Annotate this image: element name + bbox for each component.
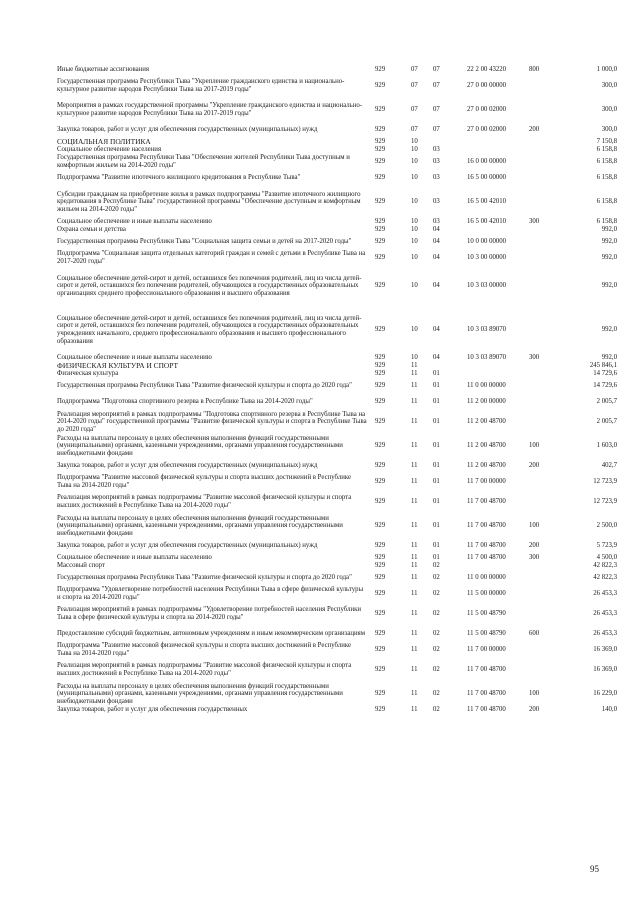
row-section-code: 11 <box>411 562 418 570</box>
row-expense-type: 600 <box>529 630 540 638</box>
row-name: Государственная программа Республики Тыва "Обеспечение жителей Республики Тыва доступным и комфортным жильем на 2014-2020 годы" <box>57 154 350 169</box>
row-ministry-code: 929 <box>375 630 386 638</box>
row-expense-type <box>529 362 559 370</box>
row-ministry-code: 929 <box>375 574 386 582</box>
row-subsection-code: 01 <box>433 462 440 470</box>
row-subsection-code: 03 <box>433 198 440 206</box>
row-name: Государственная программа Республики Тыва "Укрепление гражданского единства и национально-культурное развитие народов Республики Тыва на 2017-2019 годы" <box>57 78 345 93</box>
row-target-article: 11 7 00 48700 <box>467 706 506 714</box>
row-ministry-code: 929 <box>375 198 386 206</box>
row-expense-type: 200 <box>529 462 540 470</box>
row-expense-type <box>529 570 559 586</box>
row-expense-type <box>529 410 559 434</box>
row-amount: 26 453,3 <box>593 610 617 618</box>
row-ministry-code: 929 <box>375 174 386 182</box>
row-name: Государственная программа Республики Тыва "Социальная защита семьи и детей на 2017-2020 годы" <box>57 238 352 246</box>
row-amount: 16 369,0 <box>593 646 617 654</box>
row-name: Социальное обеспечение населения <box>57 146 162 154</box>
row-expense-type: 200 <box>529 706 540 714</box>
row-amount: 12 723,9 <box>593 498 617 506</box>
row-ministry-code: 929 <box>375 146 386 154</box>
row-subsection-code: 01 <box>433 442 440 450</box>
budget-table-body <box>57 66 617 714</box>
row-ministry-code: 929 <box>375 498 386 506</box>
row-amount: 1 000,0 <box>596 66 617 74</box>
row-amount: 12 723,9 <box>593 478 617 486</box>
row-subsection-code: 04 <box>433 254 440 262</box>
table-row <box>57 642 617 658</box>
row-amount: 140,0 <box>601 706 617 714</box>
table-row <box>57 66 617 74</box>
row-name: Подпрограмма "Подготовка спортивного резерва в Республике Тыва на 2014-2020 годы" <box>57 398 313 406</box>
row-expense-type: 200 <box>529 126 540 134</box>
row-subsection-code: 01 <box>433 542 440 550</box>
row-ministry-code: 929 <box>375 362 386 370</box>
table-row <box>57 458 617 474</box>
row-amount: 300,0 <box>601 106 617 114</box>
row-name: Подпрограмма "Социальная защита отдельных категорий граждан и семей с детьми в Республике Тыва на 2017-2020 годы" <box>57 250 366 265</box>
row-expense-type: 100 <box>529 522 540 530</box>
row-ministry-code: 929 <box>375 370 386 378</box>
row-name: Реализация мероприятий в рамках подпрограммы "Удовлетворение потребностей населения Республики Тыва в сфере физической культуры и спорта на 2014-2020 годы" <box>57 606 362 621</box>
table-row <box>57 186 617 218</box>
row-target-article <box>467 370 529 378</box>
row-ministry-code: 929 <box>375 66 386 74</box>
row-name: Закупка товаров, работ и услуг для обеспечения государственных (муниципальных) нужд <box>57 542 318 550</box>
row-ministry-code: 929 <box>375 238 386 246</box>
row-ministry-code: 929 <box>375 82 386 90</box>
row-ministry-code: 929 <box>375 462 386 470</box>
row-amount: 16 369,0 <box>593 666 617 674</box>
row-ministry-code: 929 <box>375 398 386 406</box>
row-name: Реализация мероприятий в рамках подпрограммы "Развитие массовой физической культуры и спорта высших достижений в Республике Тыва на 2014-2020 годы" <box>57 662 352 677</box>
table-row <box>57 266 617 306</box>
row-expense-type <box>529 490 559 514</box>
row-name: Иные бюджетные ассигнования <box>57 66 150 74</box>
row-expense-type: 200 <box>529 542 540 550</box>
row-section-code: 10 <box>411 282 418 290</box>
row-amount: 6 158,8 <box>596 198 617 206</box>
row-target-article: 27 0 00 02000 <box>467 126 507 134</box>
row-name: Реализация мероприятий в рамках подпрограммы "Подготовка спортивного резерва в Республике Тыва на 2014-2020 годы" государственной программы "Развитие физической культуры и спорта в Республике Тыва до 2020 года" <box>57 410 367 433</box>
table-row <box>57 706 617 714</box>
row-expense-type: 800 <box>529 66 540 74</box>
row-name: Социальное обеспечение детей-сирот и детей, оставшихся без попечения родителей, лиц из числа детей-сирот и детей, оставшихся без попечения родителей, обучающихся в государственных образовательных организациях среднего профессионального образования и высшего образования <box>57 274 362 297</box>
row-subsection-code: 07 <box>433 66 440 74</box>
row-subsection-code <box>433 138 467 146</box>
row-ministry-code: 929 <box>375 382 386 390</box>
row-ministry-code: 929 <box>375 418 386 426</box>
row-expense-type <box>529 306 559 354</box>
budget-table <box>57 66 617 714</box>
row-subsection-code <box>433 362 467 370</box>
row-name: Закупка товаров, работ и услуг для обеспечения государственных (муниципальных) нужд <box>57 462 318 470</box>
row-amount: 2 005,7 <box>596 418 617 426</box>
row-amount: 7 150,8 <box>596 138 617 146</box>
row-target-article: 10 0 00 00000 <box>467 238 507 246</box>
row-name: Подпрограмма "Развитие массовой физической культуры и спорта высших достижений в Республике Тыва на 2014-2020 годы" <box>57 642 351 657</box>
row-amount: 42 822,3 <box>593 562 617 570</box>
row-target-article: 16 0 00 00000 <box>467 158 507 166</box>
table-row <box>57 250 617 266</box>
row-section-code: 10 <box>411 254 418 262</box>
row-target-article <box>467 362 529 370</box>
row-section-code: 07 <box>411 126 418 134</box>
row-amount: 245 846,1 <box>589 362 617 370</box>
row-subsection-code: 02 <box>433 610 440 618</box>
row-ministry-code: 929 <box>375 690 386 698</box>
row-expense-type <box>529 586 559 602</box>
row-expense-type <box>529 250 559 266</box>
row-subsection-code: 01 <box>433 554 440 562</box>
row-expense-type <box>529 186 559 218</box>
row-target-article: 11 7 00 00000 <box>467 646 506 654</box>
row-name: Охрана семьи и детства <box>57 226 126 234</box>
row-subsection-code: 07 <box>433 82 440 90</box>
table-row <box>57 626 617 642</box>
row-name: Социальное обеспечение и иные выплаты населению <box>57 354 212 362</box>
row-expense-type <box>529 234 559 250</box>
row-section-code: 10 <box>411 326 418 334</box>
row-expense-type <box>529 474 559 490</box>
row-subsection-code: 01 <box>433 418 440 426</box>
row-target-article: 27 0 00 02000 <box>467 106 507 114</box>
table-row <box>57 306 617 354</box>
row-ministry-code: 929 <box>375 254 386 262</box>
row-section-code: 10 <box>411 238 418 246</box>
row-target-article: 11 2 00 48700 <box>467 418 506 426</box>
row-subsection-code: 07 <box>433 126 440 134</box>
row-expense-type <box>529 154 559 170</box>
row-name: СОЦИАЛЬНАЯ ПОЛИТИКА <box>57 137 151 147</box>
row-section-code: 11 <box>411 706 418 714</box>
table-section-row <box>57 362 617 370</box>
row-section-code: 11 <box>411 554 418 562</box>
table-row <box>57 370 617 378</box>
row-expense-type: 300 <box>529 554 540 562</box>
row-target-article: 11 7 00 48700 <box>467 498 506 506</box>
row-target-article: 10 3 03 00000 <box>467 282 507 290</box>
row-subsection-code: 02 <box>433 590 440 598</box>
table-row <box>57 538 617 554</box>
row-ministry-code: 929 <box>375 522 386 530</box>
row-section-code: 10 <box>411 226 418 234</box>
row-subsection-code: 04 <box>433 282 440 290</box>
row-subsection-code: 04 <box>433 354 440 362</box>
row-name: ФИЗИЧЕСКАЯ КУЛЬТУРА И СПОРТ <box>57 361 178 371</box>
row-amount: 992,0 <box>601 226 617 234</box>
row-name: Реализация мероприятий в рамках подпрограммы "Развитие массовой физической культуры и спорта высших достижений в Республике Тыва на 2014-2020 годы" <box>57 494 352 509</box>
row-section-code: 07 <box>411 66 418 74</box>
row-section-code: 10 <box>411 146 418 154</box>
row-amount: 42 822,3 <box>593 574 617 582</box>
row-subsection-code: 02 <box>433 630 440 638</box>
row-target-article: 10 3 03 89070 <box>467 354 507 362</box>
table-row <box>57 234 617 250</box>
table-row <box>57 226 617 234</box>
row-amount: 6 158,8 <box>596 146 617 154</box>
row-expense-type <box>529 170 559 186</box>
row-target-article: 16 5 00 42010 <box>467 218 507 226</box>
row-ministry-code: 929 <box>375 610 386 618</box>
row-ministry-code: 929 <box>375 646 386 654</box>
row-target-article: 11 7 00 00000 <box>467 478 506 486</box>
row-name: Государственная программа Республики Тыва "Развитие физической культуры и спорта до 2020 года" <box>57 382 352 390</box>
row-expense-type <box>529 266 559 306</box>
row-subsection-code: 01 <box>433 382 440 390</box>
row-section-code: 11 <box>411 522 418 530</box>
row-subsection-code: 03 <box>433 174 440 182</box>
row-expense-type <box>529 394 559 410</box>
row-ministry-code: 929 <box>375 542 386 550</box>
row-section-code: 11 <box>411 398 418 406</box>
row-section-code: 11 <box>411 362 418 370</box>
row-target-article: 10 3 03 89070 <box>467 326 507 334</box>
row-amount: 6 158,8 <box>596 218 617 226</box>
table-row <box>57 434 617 458</box>
row-name: Подпрограмма "Развитие массовой физической культуры и спорта высших достижений в Республике Тыва на 2014-2020 годы" <box>57 474 351 489</box>
table-row <box>57 154 617 170</box>
row-name: Закупка товаров, работ и услуг для обеспечения государственных (муниципальных) нужд <box>57 126 318 134</box>
row-subsection-code: 02 <box>433 646 440 654</box>
row-subsection-code: 04 <box>433 226 440 234</box>
table-row <box>57 394 617 410</box>
row-ministry-code: 929 <box>375 282 386 290</box>
row-target-article: 11 2 00 48700 <box>467 442 506 450</box>
row-target-article: 11 7 00 48700 <box>467 666 506 674</box>
row-expense-type <box>529 98 559 122</box>
table-row <box>57 218 617 226</box>
row-name: Мероприятия в рамках государственной программы "Укрепление гражданского единства и национально-культурное развитие народов Республики Тыва на 2017-2019 годы" <box>57 102 363 117</box>
row-section-code: 10 <box>411 158 418 166</box>
row-subsection-code: 02 <box>433 690 440 698</box>
page-number: 95 <box>590 864 599 874</box>
row-name: Физическая культура <box>57 370 119 378</box>
row-name: Массовый спорт <box>57 562 105 570</box>
row-expense-type <box>529 370 559 378</box>
row-expense-type <box>529 658 559 682</box>
row-name: Подпрограмма "Удовлетворение потребностей населения Республики Тыва в сфере физической культуры и спорта на 2014-2020 годы" <box>57 586 364 601</box>
row-section-code: 10 <box>411 354 418 362</box>
row-target-article <box>467 138 529 146</box>
row-expense-type <box>529 378 559 394</box>
row-amount: 6 158,8 <box>596 158 617 166</box>
row-expense-type <box>529 602 559 626</box>
row-target-article: 10 3 00 00000 <box>467 254 507 262</box>
row-expense-type: 100 <box>529 690 540 698</box>
row-expense-type <box>529 562 559 570</box>
row-target-article: 22 2 00 43220 <box>467 66 507 74</box>
row-ministry-code: 929 <box>375 226 386 234</box>
row-section-code: 11 <box>411 442 418 450</box>
row-section-code: 11 <box>411 462 418 470</box>
row-section-code: 11 <box>411 382 418 390</box>
row-section-code: 11 <box>411 590 418 598</box>
row-ministry-code: 929 <box>375 158 386 166</box>
row-name: Социальное обеспечение детей-сирот и детей, оставшихся без попечения родителей, лиц из числа детей-сирот и детей, оставшихся без попечения родителей, обучающихся в государственных образовательных учреждениях начального, среднего профессионального образования и высшего профессионального образования <box>57 314 362 345</box>
row-amount: 26 453,3 <box>593 590 617 598</box>
row-section-code: 11 <box>411 574 418 582</box>
row-target-article: 16 5 00 00000 <box>467 174 507 182</box>
row-section-code: 10 <box>411 198 418 206</box>
row-amount: 402,7 <box>601 462 617 470</box>
row-section-code: 11 <box>411 690 418 698</box>
row-target-article: 11 5 00 48790 <box>467 610 506 618</box>
table-row <box>57 554 617 562</box>
row-amount: 992,0 <box>601 238 617 246</box>
row-amount: 4 500,0 <box>596 554 617 562</box>
table-row <box>57 682 617 706</box>
row-name: Подпрограмма "Развитие ипотечного жилищного кредитования в Республике Тыва" <box>57 174 301 182</box>
row-target-article: 11 7 00 48700 <box>467 690 506 698</box>
row-section-code: 11 <box>411 498 418 506</box>
row-subsection-code: 01 <box>433 370 440 378</box>
row-ministry-code: 929 <box>375 138 386 146</box>
row-amount: 300,0 <box>601 82 617 90</box>
row-expense-type <box>529 146 559 154</box>
row-subsection-code: 02 <box>433 666 440 674</box>
row-section-code: 10 <box>411 218 418 226</box>
row-ministry-code: 929 <box>375 666 386 674</box>
row-section-code: 10 <box>411 174 418 182</box>
table-row <box>57 602 617 626</box>
row-amount: 2 005,7 <box>596 398 617 406</box>
row-target-article: 16 5 00 42010 <box>467 198 507 206</box>
table-section-row <box>57 138 617 146</box>
row-expense-type <box>529 642 559 658</box>
table-row <box>57 410 617 434</box>
row-name: Расходы на выплаты персоналу в целях обеспечения выполнения функций государственными (муниципальными) органами, казенными учреждениями, органами управления государственными внебюджетными фондами <box>57 514 343 537</box>
row-target-article: 11 7 00 48700 <box>467 522 506 530</box>
row-expense-type: 300 <box>529 218 540 226</box>
row-name: Закупка товаров, работ и услуг для обеспечения государственных <box>57 706 248 714</box>
row-amount: 2 500,0 <box>596 522 617 530</box>
row-subsection-code: 01 <box>433 478 440 486</box>
table-row <box>57 658 617 682</box>
row-subsection-code: 01 <box>433 498 440 506</box>
row-target-article: 11 0 00 00000 <box>467 382 506 390</box>
row-section-code: 11 <box>411 630 418 638</box>
table-row <box>57 170 617 186</box>
row-section-code: 11 <box>411 666 418 674</box>
table-row <box>57 474 617 490</box>
row-ministry-code: 929 <box>375 706 386 714</box>
row-amount: 992,0 <box>601 326 617 334</box>
table-row <box>57 514 617 538</box>
row-section-code: 11 <box>411 478 418 486</box>
row-target-article: 11 2 00 48700 <box>467 462 506 470</box>
row-subsection-code: 02 <box>433 574 440 582</box>
row-amount: 14 729,6 <box>593 382 617 390</box>
row-amount: 992,0 <box>601 254 617 262</box>
row-amount: 1 603,0 <box>596 442 617 450</box>
row-name: Государственная программа Республики Тыва "Развитие физической культуры и спорта до 2020 года" <box>57 574 352 582</box>
row-target-article <box>467 226 529 234</box>
row-amount: 14 729,6 <box>593 370 617 378</box>
row-name: Расходы на выплаты персоналу в целях обеспечения выполнения функций государственными (муниципальными) органами, казенными учреждениями, органами управления государственными внебюджетными фондами <box>57 434 343 457</box>
row-amount: 992,0 <box>601 282 617 290</box>
table-row <box>57 74 617 98</box>
row-expense-type: 100 <box>529 442 540 450</box>
row-ministry-code: 929 <box>375 590 386 598</box>
row-subsection-code: 04 <box>433 326 440 334</box>
row-ministry-code: 929 <box>375 126 386 134</box>
row-subsection-code: 01 <box>433 398 440 406</box>
row-target-article: 11 7 00 48700 <box>467 554 506 562</box>
row-subsection-code: 04 <box>433 238 440 246</box>
row-subsection-code: 02 <box>433 562 440 570</box>
table-row <box>57 570 617 586</box>
row-section-code: 11 <box>411 646 418 654</box>
row-name: Социальное обеспечение и иные выплаты населению <box>57 554 212 562</box>
row-target-article: 11 5 00 00000 <box>467 590 506 598</box>
row-target-article: 11 5 00 48790 <box>467 630 506 638</box>
row-target-article: 11 2 00 00000 <box>467 398 506 406</box>
row-ministry-code: 929 <box>375 218 386 226</box>
row-section-code: 11 <box>411 542 418 550</box>
row-expense-type: 300 <box>529 354 540 362</box>
row-name: Расходы на выплаты персоналу в целях обеспечения выполнения функций государственными (муниципальными) органами, казенными учреждениями, органами управления государственными внебюджетными фондами <box>57 682 343 705</box>
row-ministry-code: 929 <box>375 106 386 114</box>
row-name: Предоставление субсидий бюджетным, автономным учреждениям и иным некоммерческим организациям <box>57 630 366 638</box>
table-row <box>57 378 617 394</box>
row-target-article: 11 0 00 00000 <box>467 574 506 582</box>
row-ministry-code: 929 <box>375 354 386 362</box>
row-expense-type <box>529 74 559 98</box>
row-subsection-code: 03 <box>433 218 440 226</box>
row-amount: 16 229,0 <box>593 690 617 698</box>
table-row <box>57 490 617 514</box>
table-row <box>57 98 617 122</box>
row-section-code: 11 <box>411 610 418 618</box>
table-row <box>57 122 617 138</box>
row-subsection-code: 07 <box>433 106 440 114</box>
row-subsection-code: 03 <box>433 146 440 154</box>
row-section-code: 10 <box>411 138 418 146</box>
row-target-article: 27 0 00 00000 <box>467 82 507 90</box>
table-row <box>57 586 617 602</box>
row-ministry-code: 929 <box>375 326 386 334</box>
row-subsection-code: 03 <box>433 158 440 166</box>
row-amount: 992,0 <box>601 354 617 362</box>
row-subsection-code: 02 <box>433 706 440 714</box>
row-section-code: 11 <box>411 370 418 378</box>
row-ministry-code: 929 <box>375 562 386 570</box>
row-section-code: 07 <box>411 106 418 114</box>
row-subsection-code: 01 <box>433 522 440 530</box>
row-section-code: 11 <box>411 418 418 426</box>
row-ministry-code: 929 <box>375 554 386 562</box>
row-amount: 26 453,3 <box>593 630 617 638</box>
row-target-article <box>467 146 529 154</box>
row-name: Субсидии гражданам на приобретение жилья в рамках подпрограммы "Развитие ипотечного жилищного кредитования в Республике Тыва" государственной программы "Обеспечение доступным и комфортным жильем на 2014-2020 годы" <box>57 190 361 213</box>
row-target-article: 11 7 00 48700 <box>467 542 506 550</box>
row-amount: 300,0 <box>601 126 617 134</box>
row-expense-type <box>529 226 559 234</box>
row-name: Социальное обеспечение и иные выплаты населению <box>57 218 212 226</box>
row-ministry-code: 929 <box>375 442 386 450</box>
table-row <box>57 562 617 570</box>
row-expense-type <box>529 138 559 146</box>
row-amount: 6 158,8 <box>596 174 617 182</box>
row-target-article <box>467 562 529 570</box>
row-section-code: 07 <box>411 82 418 90</box>
table-row <box>57 146 617 154</box>
row-ministry-code: 929 <box>375 478 386 486</box>
row-amount: 5 723,9 <box>596 542 617 550</box>
